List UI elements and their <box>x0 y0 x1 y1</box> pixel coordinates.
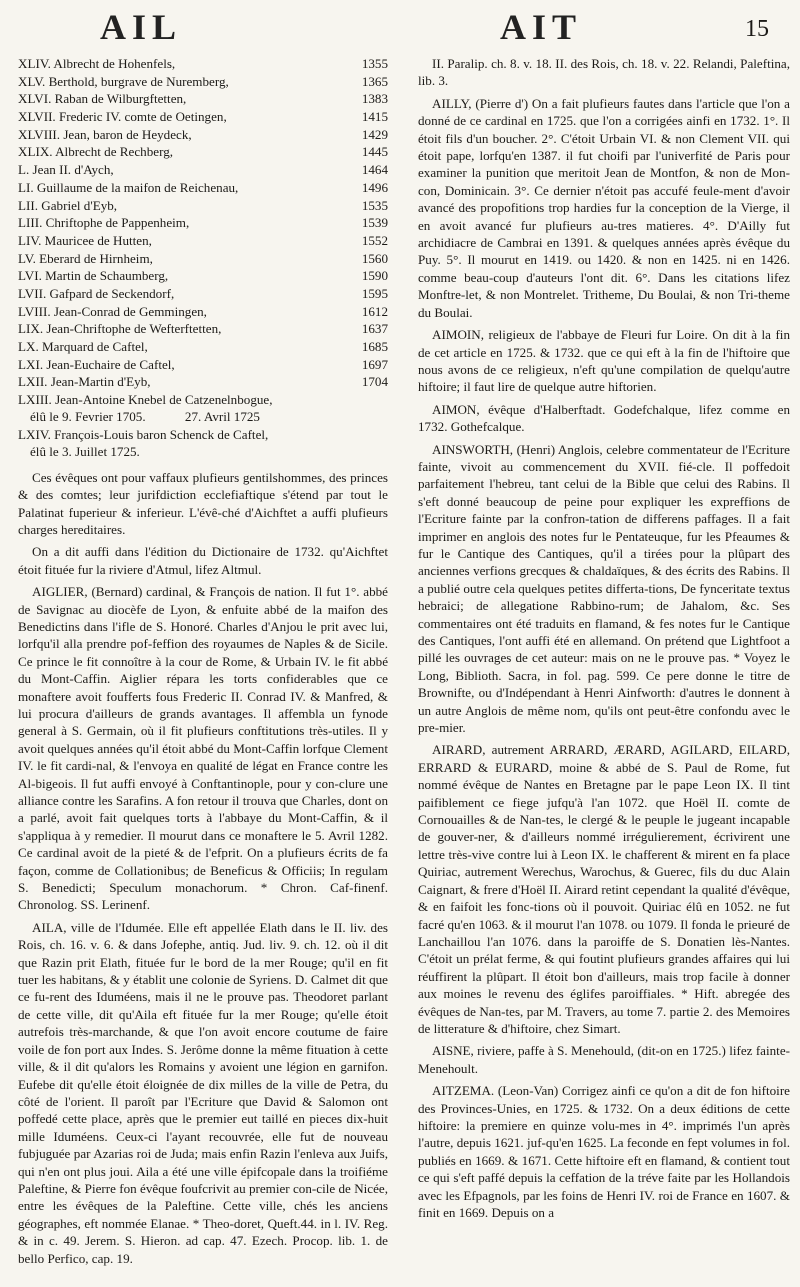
list-item <box>18 55 388 73</box>
list-item <box>18 320 388 338</box>
list-item-year: 1612 <box>361 303 388 319</box>
list-item-name: LVI. Martin de Schaumberg, <box>18 268 169 284</box>
list-item-name: LXI. Jean-Euchaire de Caftel, <box>18 356 175 372</box>
list-item-name: LV. Eberard de Hirnheim, <box>18 250 153 266</box>
paragraph: AILA, ville de l'Idumée. Elle eft appellée Elath dans le II. liv. des Rois, ch. 16. v. 6. & dans Jofephe, antiq. Jud. liv. 9. ch. 12. où il dit que Razin prit Elath, fituée fur le bord de la mer Rouge; qu'il en fit tuer les habitans, & y établit une colonie de Syriens. D. Calmet dit que ce fu-rent des Iduméens, mais il ne le prouve pas. Theodoret parlant de cette ville, dit qu'Aila eft fituée fur la mer Rouge; qu'elle étoit autrefois très-marchande, & que l'on avoit encore coutume de faire voile de fon port aux Indes. S. Jerôme donne la même fituation à cette ville, & il dit qu'alors les Romains y avoient une légion en garnifon. Eufebe dit qu'elle étoit éloignée de dix milles de la ville de Petra, du côté de l'orient. Il paroît par l'Ecriture que David & Salomon ont poffedé cette place, après que le premier eut taillé en pieces dix-huit mille Iduméens. Ceux-ci l'ayant recouvrée, elle fut de nouveau fubjuguée par Azarias roi de Juda; mais enfin Razin l'enleva aux Juifs, qui n'en ont plus joui. Aila a été une ville épifcopale dans la troifiéme Paleftine, & Pierre fon évêque foufcrivit au premier con-cile de Nicée, entre les évêques de la Paleftine. Cette ville, chés les anciens géographes, eft nommée Elanae. * Theo-doret, Queft.44. in l. IV. Reg. & in c. 49. Jerem. S. Hieron. ad cap. 47. Ezech. Procop. lib. 1. de bello Perfico, cap. 19. <box>18 919 388 1266</box>
list-item-name: LIII. Chriftophe de Pappenheim, <box>18 215 190 231</box>
list-item <box>18 108 388 126</box>
list-item-name: LII. Gabriel d'Eyb, <box>18 197 118 213</box>
list-item <box>18 126 388 144</box>
list-item-name: L. Jean II. d'Aych, <box>18 162 114 178</box>
bishop-list-wrapped <box>18 391 388 461</box>
list-item-year: 1560 <box>361 250 388 266</box>
paragraph: AISNE, riviere, paffe à S. Menehould, (dit-on en 1725.) lifez fainte-Menehoult. <box>418 1043 790 1076</box>
list-item-name: XLV. Berthold, burgrave de Nuremberg, <box>18 73 229 89</box>
list-item-name: XLVI. Raban de Wilburgftetten, <box>18 91 187 107</box>
list-item-year: 1429 <box>361 126 388 142</box>
list-item-wrapped <box>18 391 388 426</box>
list-item-name: LIX. Jean-Chriftophe de Wefterftetten, <box>18 321 222 337</box>
running-head-left: AIL <box>100 7 183 47</box>
list-item-year: 1595 <box>361 285 388 301</box>
paragraph: AIRARD, autrement ARRARD, ÆRARD, AGILARD, EILARD, ERRARD & EURARD, moine & abbé de S. Paul de Rome, fut nommé évêque de Nantes en Bretagne par le pape Leon IX. Il tint paifiblement ce fiege jufqu'à l'an 1072. que Hoël II. comte de Cornouailles & de Nan-tes, le clergé & le peuple le jugeant incapable de gouver-ner, & d'ailleurs nommé irrégulierement, écrivirent une lettre très-vive contre lui à Leon IX. le chafferent & mirent en fa place Quiriac, autrement Werechus, Warochus, & Guerec, fils du duc Alain Caignart, & frere d'Hoël II. Airard retint cependant la qualité d'évêque, & en faifoit les fonc-tions où il pouvoit. Quiriac élû en 1052. ne fut facré qu'en 1063. & il mourut l'an 1078. ou 1079. Il fonda le prieuré de Lanchaillou l'an 1076. dans la paroiffe de S. Donatien lès-Nantes. C'étoit un prélat ferme, & qui foutint plufieurs grandes affaires qui lui réuffirent la plûpart. Il étoit bon d'ailleurs, mais trop facile à donner aux moines le revenu des églifes paroiffiales. * Hift. abregée des évêques de Nan-tes, par M. Travers, au tome 7. partie 2. des Memoires de litterature & d'hiftoire, chez Simart. <box>418 742 790 1036</box>
paragraph: Ces évêques ont pour vaffaux plufieurs gentilshommes, des princes & des comtes; leur jurifdiction ecclefiaftique s'étend par tout le Palatinat fuperieur & inferieur. L'évê-ché d'Aichftet a auffi plufieurs charges hereditaires. <box>18 469 388 537</box>
list-item <box>18 232 388 250</box>
list-item-name: LX. Marquard de Caftel, <box>18 339 148 354</box>
list-item-year: 1365 <box>361 73 388 89</box>
paragraph: AIMON, évêque d'Halberftadt. Godefchalque, lifez comme en 1732. Gothefcalque. <box>418 401 790 435</box>
list-item <box>18 197 388 215</box>
list-item-year: 1355 <box>361 56 388 71</box>
list-item-name: XLIX. Albrecht de Rechberg, <box>18 144 174 160</box>
paragraph: AIGLIER, (Bernard) cardinal, & François de nation. Il fut 1°. abbé de Savignac au diocèfe de Lyon, & enfuite abbé de la maifon des Benedictins dans l'ifle de S. Honoré. Charles d'Anjou le prit avec lui, lorfqu'il alla prendre pof-feffion des royaumes de Naples & de Sicile. Ce prince le fit connoître à la cour de Rome, & Urbain IV. le fit abbé du Mont-Caffin. Aiglier répara les torts confiderables que ce monaftere avoit foufferts fous Frederic II. Conrad IV. & Manfred, & lui procura d'ailleurs de grands avantages. Il affembla un fynode general à S. Germain, où il fit plufieurs conftitutions très-utiles. Il y avoit quelques années qu'il étoit abbé du Mont-Caffin lorfque Clement IV. le fit cardi-nal, & l'envoya en qualité de légat en France contre les Al-bigeois. Il fut auffi envoyé à Conftantinople, pour y con-clure une alliance contre les Sarafins. A fon retour il trouva que Charles, dont on a parlé, avoit fait quelques torts à l'abbaye du Mont-Caffin, & il s'appliqua à y remedier. Il mourut dans ce monaftere le 5. Avril 1282. Ce cardinal avoit de la pieté & de l'efprit. On a plufieurs écrits de fa façon, comme de Collationibus; de Beneficus & Officiis; In regulam S. Benedicti; Speculum monachorum. * Chron. Caf-finenf. Chronolog. SS. Lerinenf. <box>18 584 388 913</box>
list-item-line: LXIV. François-Louis baron Schenck de Caftel, <box>18 426 269 442</box>
list-item-name: LVIII. Jean-Conrad de Gemmingen, <box>18 303 207 319</box>
list-item-year: 1535 <box>361 197 388 213</box>
page-header <box>0 0 800 60</box>
list-item-name: XLVII. Frederic IV. comte de Oetingen, <box>18 109 227 125</box>
list-item-year: 1496 <box>361 179 388 195</box>
list-item-year: 1704 <box>361 374 388 390</box>
bishop-list <box>18 55 388 391</box>
list-item <box>18 338 388 356</box>
page-number: 15 <box>745 16 769 42</box>
right-column <box>418 55 790 1226</box>
list-item <box>18 214 388 232</box>
list-item <box>18 161 388 179</box>
list-item-year: 1685 <box>361 339 388 354</box>
list-item-line: LXIII. Jean-Antoine Knebel de Catzenelnbogue, <box>18 392 273 408</box>
list-item-continuation: élû le 9. Fevrier 1705. 27. Avril 1725 <box>30 409 260 425</box>
list-item-year: 1539 <box>361 215 388 231</box>
list-item-year: 1445 <box>361 144 388 160</box>
running-head-right: AIT <box>500 7 583 47</box>
list-item-name: LIV. Mauricee de Hutten, <box>18 232 152 248</box>
list-item-year: 1637 <box>361 321 388 337</box>
list-item <box>18 373 388 391</box>
list-item-wrapped <box>18 426 388 461</box>
paragraph: AITZEMA. (Leon-Van) Corrigez ainfi ce qu'on a dit de fon hiftoire des Provinces-Unies, en 1725. & 1732. On a deux éditions de cette hiftoire: la premiere en quinze volu-mes in 4°. imprimés l'un après l'autre, depuis 1621. juf-qu'en 1625. La feconde en fept volumes in fol. publiés en 1669. & 1671. Cette hiftoire eft en flamand, & contient tout ce qui s'eft paffé depuis la ceffation de la tréve faite par les Hollandois avec les Efpagnols, par les foins de Henri IV. roi de France en 1607. & finit en 1669. Depuis on a <box>418 1083 790 1220</box>
list-item <box>18 267 388 285</box>
list-item <box>18 179 388 197</box>
list-item-year: 1590 <box>361 268 388 284</box>
list-item <box>18 73 388 91</box>
list-item <box>18 356 388 374</box>
list-item-name: XLVIII. Jean, baron de Heydeck, <box>18 126 192 142</box>
list-item-year: 1383 <box>361 91 388 107</box>
paragraph: AILLY, (Pierre d') On a fait plufieurs fautes dans l'article que l'on a donné de ce cardinal en 1725. que l'on a corrigées ainfi en 1732. 1°. Il étoit fils d'un boucher. 2°. C'étoit Urbain VI. & non Clement VII. qui étoit pape, lorfqu'en 1387. il fut choifi par l'univerfité de Paris pour examiner la punition que meritoit Jean de Montfon, & non de Mon-con, Dominicain. 3°. Ce dernier n'étoit pas accufé feule-ment d'avoir avancé des propofitions trop hardies fur la conception de la Vierge, il en avoit avancé fur plufieurs au-tres matieres. 4°. D'Ailly fut archidiacre de Cambrai en 1391. & quelques années après évêque du Puy. 5°. Il mourut en 1419. ou 1420. & non en 1425. ni en 1426. comme beau-coup d'auteurs l'ont dit. 6°. Dans les citations lifez Monftre-let, & non Montrelet. Tritheme, Du Boulai, & non Tri-theme du Boulai. <box>418 95 790 320</box>
list-item <box>18 90 388 108</box>
left-paragraphs <box>18 469 388 1267</box>
list-item-name: LI. Guillaume de la maifon de Reichenau, <box>18 179 239 195</box>
list-item-name: XLIV. Albrecht de Hohenfels, <box>18 56 176 71</box>
right-paragraphs <box>418 55 790 1221</box>
list-item <box>18 303 388 321</box>
left-column <box>18 55 388 1272</box>
list-item <box>18 143 388 161</box>
list-item <box>18 285 388 303</box>
paragraph: AIMOIN, religieux de l'abbaye de Fleuri fur Loire. On dit à la fin de cet article en 1725. & 1732. que ce qui eft à la fin de l'hiftoire que nous avons de ce religieux, n'eft qu'une compilation de quelqu'autre hiftoire; il faut lire de quelque autre hiftorien. <box>418 327 790 395</box>
list-item-year: 1697 <box>361 356 388 372</box>
list-item-continuation: élû le 3. Juillet 1725. <box>30 444 140 460</box>
list-item-name: LXII. Jean-Martin d'Eyb, <box>18 374 151 390</box>
list-item-year: 1552 <box>361 232 388 248</box>
paragraph: AINSWORTH, (Henri) Anglois, celebre commentateur de l'Ecriture fainte, vivoit au commencement du XVII. fié-cle. Il poffedoit parfaitement l'hebreu, tant celui de la Bible que celui des Rabins. Il s'eft donné beaucoup de peine pour expliquer les expreffions de l'Ecriture fainte par la confron-tation de differens paffages. Il a fait imprimer en anglois des notes fur le Pentateuque, fur les Pfeaumes & fur le Cantique des Cantiques, qu'il a tirées pour la plûpart des anciennes verfions grecques & chaldaïques, & des écrits des Rabins. Il a publié outre cela quelques petites differta-tions, De fynceritate textus hebraici; de allegatione Rabbino-rum; de Jahalom, &c. Ses commentaires ont été traduits en flamand, & fes notes fur le Cantique des Cantiques, l'ont auffi été en allemand. On prétend que Lightfoot a pillé les ouvrages de cet auteur: mais on ne le prouve pas. * Voyez le Long, Biblioth. Sacra, in fol. pag. 599. Ce pere donne le titre de Brownifte, ou d'Indépendant à Henri Ainfworth: d'autres le donnent à un autre Anglois de même nom, qu'ils ont peut-être confondu avec le pre-mier. <box>418 441 790 736</box>
paragraph: II. Paralip. ch. 8. v. 18. II. des Rois, ch. 18. v. 22. Relandi, Paleftina, lib. 3. <box>418 56 790 89</box>
list-item-year: 1415 <box>361 109 388 125</box>
list-item-year: 1464 <box>361 162 388 178</box>
list-item-name: LVII. Gafpard de Seckendorf, <box>18 285 175 301</box>
paragraph: On a dit auffi dans l'édition du Dictionaire de 1732. qu'Aichftet étoit fituée fur la riviere d'Atmul, lifez Altmul. <box>18 544 388 577</box>
list-item <box>18 250 388 268</box>
